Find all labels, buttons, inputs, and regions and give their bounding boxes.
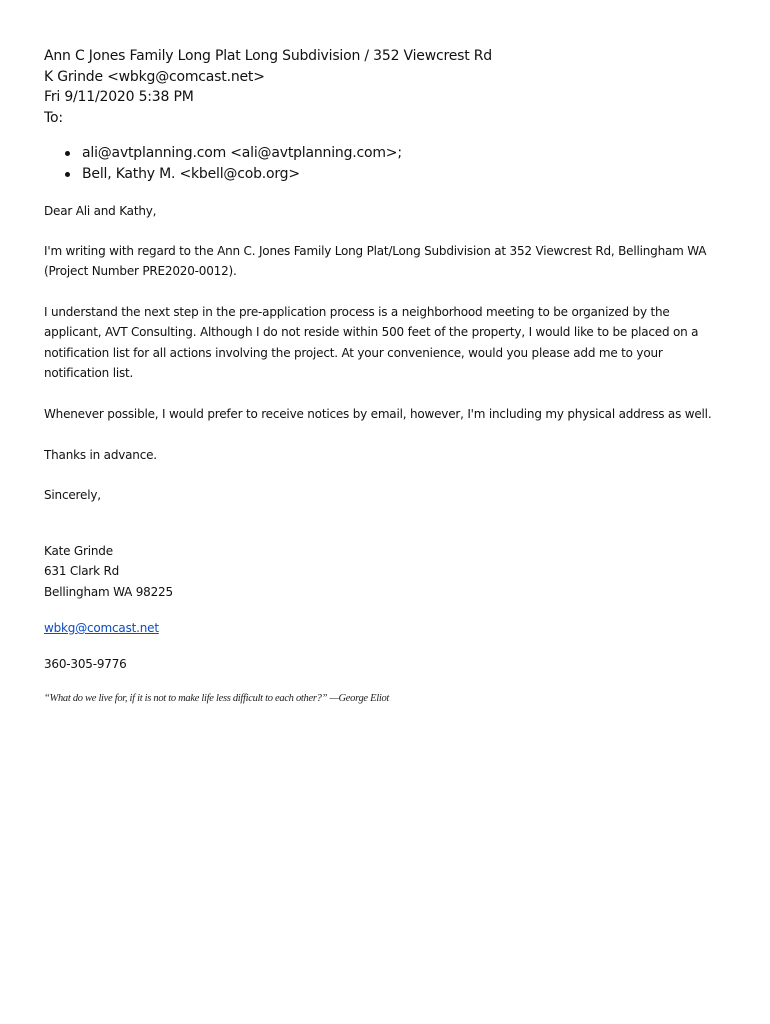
paragraph: I understand the next step in the pre-application process is a neighborhood meeting to be organized by the applicant, AVT Consulting. Although I do not reside within 500 feet of the property, I would like to be placed on a notification list for all actions involving the project. At your convenience, would you please add me to your notification list.: [44, 305, 699, 381]
paragraph: Thanks in advance.: [44, 448, 157, 462]
signature-email-link[interactable]: wbkg@comcast.net: [44, 621, 159, 635]
email-header: [44, 46, 730, 128]
greeting: Dear Ali and Kathy,: [44, 204, 157, 218]
email-subject: Ann C Jones Family Long Plat Long Subdivision / 352 Viewcrest Rd: [44, 48, 492, 64]
closing: Sincerely,: [44, 488, 101, 502]
email-from: K Grinde <wbkg@comcast.net>: [44, 68, 265, 85]
recipient-list: [44, 143, 730, 184]
signature-street: 631 Clark Rd: [44, 564, 120, 579]
paragraph: Whenever possible, I would prefer to receive notices by email, however, I'm including my physical address as well.: [44, 407, 712, 421]
signature-quote: “What do we live for, if it is not to make life less difficult to each other?” —George Eliot: [44, 693, 390, 704]
signature: [44, 541, 730, 602]
recipient-item: ali@avtplanning.com <ali@avtplanning.com>;: [44, 143, 730, 164]
email-to-label: To:: [44, 109, 63, 126]
signature-name: Kate Grinde: [44, 544, 113, 558]
recipient-item: Bell, Kathy M. <kbell@cob.org>: [44, 164, 730, 185]
signature-phone: 360-305-9776: [44, 657, 127, 671]
email-date: Fri 9/11/2020 5:38 PM: [44, 89, 194, 105]
paragraph: I'm writing with regard to the Ann C. Jones Family Long Plat/Long Subdivision at 352 Viewcrest Rd, Bellingham WA (Project Number PRE2020-0012).: [44, 244, 707, 279]
signature-city: Bellingham WA 98225: [44, 584, 173, 599]
